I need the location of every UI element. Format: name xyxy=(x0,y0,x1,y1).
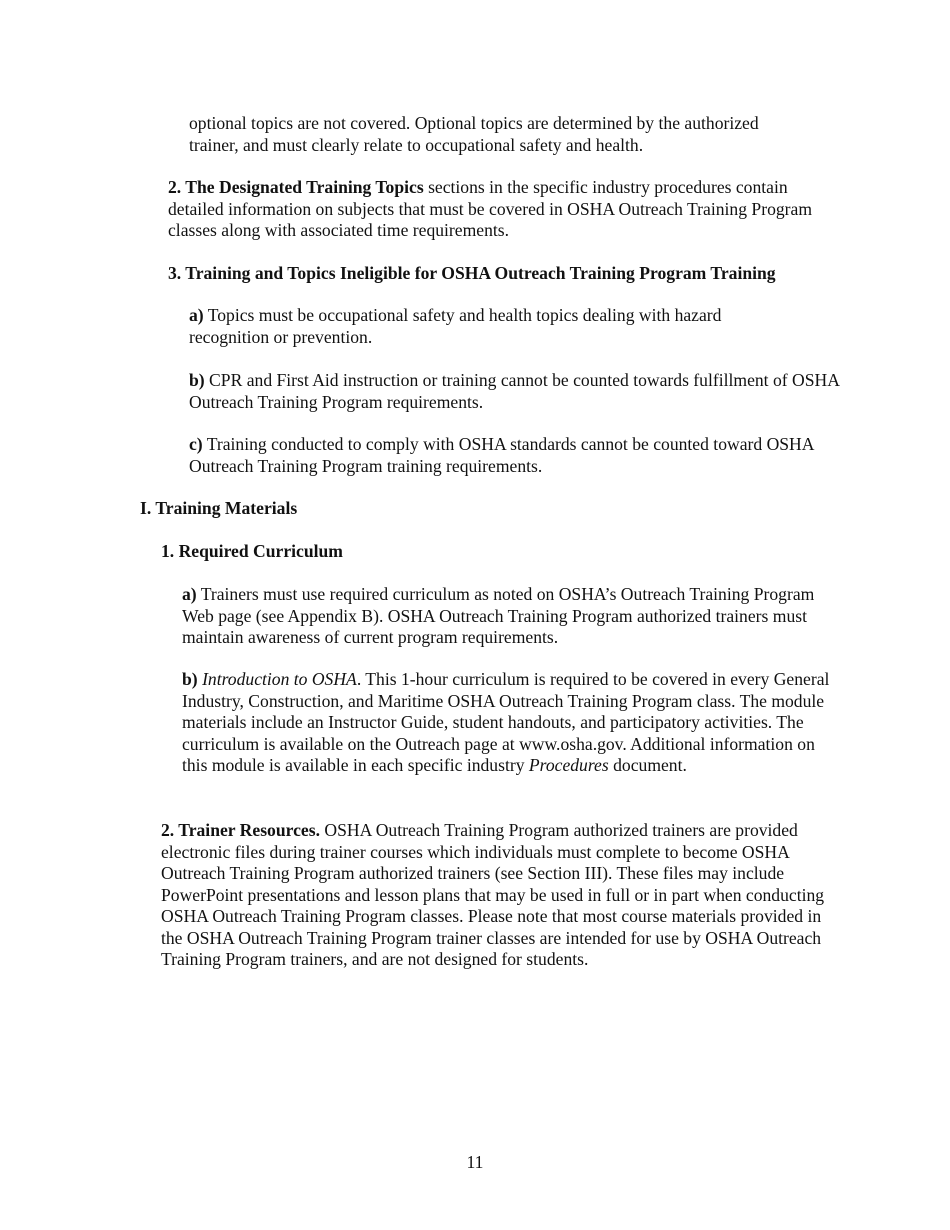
required-curriculum-item-a xyxy=(182,584,832,649)
required-curriculum-item-b-text1: . This 1-hour curriculum is required to be covered in every General Industry, Construction, and Maritime OSHA Outreach Training Program class. The module materials include an Instructor Guide, student handouts, and participatory activities. The curriculum is available on the Outreach page at www.osha.gov. Additional information on this module is available in each specific industry xyxy=(182,669,830,775)
trainer-resources-label: 2. Trainer Resources. xyxy=(161,820,320,840)
ineligible-item-c-label: c) xyxy=(189,434,203,454)
section-i-heading: I. Training Materials xyxy=(140,498,298,518)
ineligible-item-a xyxy=(189,305,779,348)
ineligible-item-c xyxy=(189,434,819,477)
ineligible-item-b-text: CPR and First Aid instruction or training cannot be counted towards fulfillment of OSHA Outreach Training Program requirements. xyxy=(189,370,839,412)
ineligible-item-c-text: Training conducted to comply with OSHA standards cannot be counted toward OSHA Outreach Training Program training requirements. xyxy=(189,434,814,476)
required-curriculum-item-b-label: b) xyxy=(182,669,198,689)
ineligible-item-b-label: b) xyxy=(189,370,205,390)
ineligible-heading: 3. Training and Topics Ineligible for OSHA Outreach Training Program Training xyxy=(168,263,776,283)
procedures-title: Procedures xyxy=(528,755,609,775)
trainer-resources-paragraph xyxy=(161,820,836,971)
designated-topics-paragraph xyxy=(168,177,834,242)
designated-topics-text: sections in the specific industry procedures contain detailed information on subjects that must be covered in OSHA Outreach Training Program classes along with associated time requirements. xyxy=(168,177,813,240)
ineligible-item-b xyxy=(189,370,844,413)
required-curriculum-heading: 1. Required Curriculum xyxy=(161,541,343,561)
required-curriculum-item-b xyxy=(182,669,842,777)
designated-topics-label: 2. The Designated Training Topics xyxy=(168,177,424,197)
introduction-to-osha-title: Introduction to OSHA xyxy=(202,669,357,689)
continuation-text: optional topics are not covered. Optional topics are determined by the authorized trainer, and must clearly relate to occupational safety and health. xyxy=(189,113,759,155)
trainer-resources-text: OSHA Outreach Training Program authorized trainers are provided electronic files during trainer courses which individuals must complete to become OSHA Outreach Training Program authorized trainers (see Section III). These files may include PowerPoint presentations and lesson plans that may be used in full or in part when conducting OSHA Outreach Training Program classes. Please note that most course materials provided in the OSHA Outreach Training Program trainer classes are intended for use by OSHA Outreach Training Program trainers, and are not designed for students. xyxy=(161,820,825,969)
ineligible-item-a-text: Topics must be occupational safety and health topics dealing with hazard recognition or prevention. xyxy=(189,305,722,347)
required-curriculum-item-a-text: Trainers must use required curriculum as noted on OSHA’s Outreach Training Program Web page (see Appendix B). OSHA Outreach Training Program authorized trainers must maintain awareness of current program requirements. xyxy=(182,584,815,647)
page-number: 11 xyxy=(466,1152,484,1172)
required-curriculum-item-b-text2: document. xyxy=(608,755,687,775)
required-curriculum-item-a-label: a) xyxy=(182,584,197,604)
ineligible-item-a-label: a) xyxy=(189,305,204,325)
continuation-paragraph xyxy=(189,113,809,156)
